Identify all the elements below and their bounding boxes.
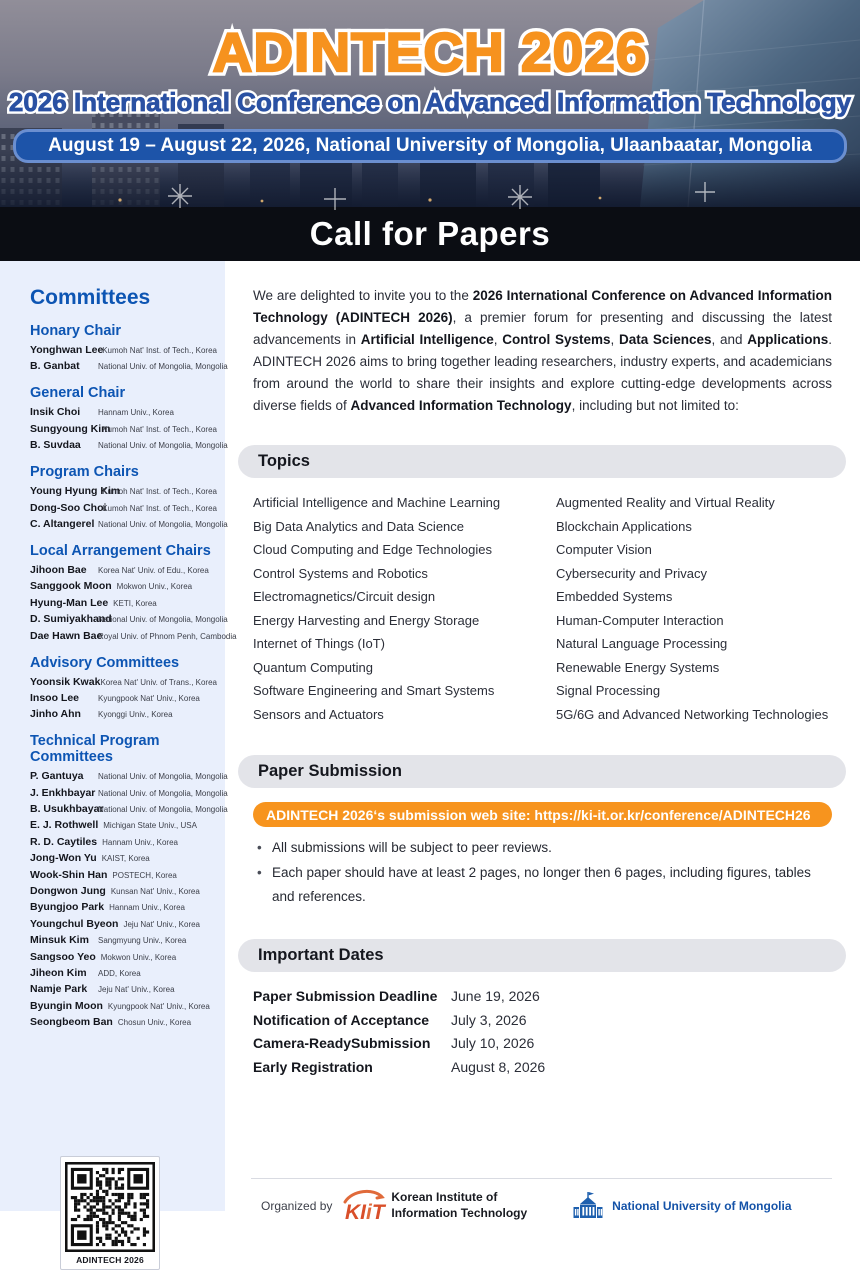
topic-item: Control Systems and Robotics [253,565,428,581]
topics-section [238,445,846,726]
important-date-row [253,985,832,1009]
member-name: Byungjoo Park [30,901,105,914]
intro-text-segment: , [493,332,503,347]
committee-member-row [30,819,217,831]
topic-item: Artificial Intelligence and Machine Learning [253,495,501,511]
important-date-row [253,1008,832,1032]
member-affiliation: Chosun Univ., Korea [117,1018,192,1028]
topic-item: Quantum Computing [253,659,373,675]
committee-member-row [30,517,228,530]
date-label: Paper Submission Deadline [253,988,438,1005]
committee-member-row [30,439,228,452]
committee-member-row [30,629,237,642]
member-affiliation: Royal Univ. of Phnom Penh, Cambodia [98,631,237,641]
topic-item: Big Data Analytics and Data Science [253,518,465,534]
committee-member-row [30,967,217,979]
intro-text-segment: . ADINTECH 2026 aims to bring together leading researchers, industry experts, and academicians from around the world to share their insights and explore cutting-edge developments across diverse fields of [253,332,832,413]
member-name: Young Hyung Kim [30,485,121,498]
member-name: B. Ganbat [30,360,80,373]
member-name: B. Usukhbayar [30,803,104,816]
member-affiliation: Kumoh Nat' Inst. of Tech., Korea [102,424,217,434]
committee-member-row [30,786,228,799]
member-name: J. Enkhbayar [30,786,96,799]
date-label: Camera-ReadySubmission [253,1035,431,1052]
member-name: Sungyoung Kim [30,422,111,435]
member-name: Sanggook Moon [30,580,112,593]
member-name: Dae Hawn Bae [30,629,103,642]
conference-subtitle: 2026 International Conference on Advanced Information Technology 2026 International Conference on Advanced Information Technology [9,86,851,119]
committee-group-title: Advisory Committees [30,654,180,671]
important-dates-header-label: Important Dates [258,945,384,964]
committee-member-row [30,613,228,626]
committee-group [30,464,228,530]
committee-member-row [30,951,217,963]
hero-banner [0,0,860,207]
committee-member-row [30,803,228,816]
content-area [0,261,860,1266]
member-name: Jong-Won Yu [30,852,97,865]
committee-member-row [30,692,217,704]
committee-group [30,733,228,1029]
committee-groups [30,323,237,1029]
member-affiliation: KETI, Korea [113,598,157,608]
member-name: Namje Park [30,983,88,996]
topic-item: Internet of Things (IoT) [253,636,385,652]
member-affiliation: Hannam Univ., Korea [102,837,178,847]
member-name: Byungin Moon [30,999,103,1012]
member-name: Dongwon Jung [30,885,106,898]
committee-member-row [30,1016,217,1028]
committee-group [30,323,228,373]
organizers-footer [251,1178,832,1224]
paper-submission-header-label: Paper Submission [258,762,402,780]
member-affiliation: Michigan State Univ., USA [103,821,197,831]
topic-item: Energy Harvesting and Energy Storage [253,612,480,628]
member-name: Hyung-Man Lee [30,596,109,609]
committee-member-row [30,852,217,864]
committee-group-title: General Chair [30,385,126,402]
topic-item: Natural Language Processing [556,636,728,652]
member-affiliation: Kumoh Nat' Inst. of Tech., Korea [102,346,217,355]
committee-member-row [30,423,217,435]
committee-member-row [30,918,217,930]
paper-submission-section [238,755,846,910]
topic-item: Embedded Systems [556,589,673,605]
topic-item: Computer Vision [556,542,652,558]
submission-note-text: All submissions will be subject to peer reviews. [272,840,552,855]
topics-header [238,445,846,478]
member-name: Sangsoo Yeo [30,950,96,963]
member-name: E. J. Rothwell [30,819,99,832]
member-name: Jiheon Kim [30,966,87,979]
committee-member-row [30,406,217,418]
important-dates-section [238,939,846,1079]
member-affiliation: Korea Nat' Univ. of Trans., Korea [100,677,217,687]
member-affiliation: Hannam Univ., Korea [109,903,185,913]
university-building-icon [573,1191,603,1220]
call-for-papers-bar [0,207,860,261]
qr-code-box [60,1156,160,1270]
date-value: July 10, 2026 [451,1035,535,1052]
committee-group [30,385,228,452]
committee-member-row [30,597,217,609]
date-value: July 3, 2026 [451,1011,527,1028]
important-dates-list [253,985,832,1079]
committee-member-row [30,1000,217,1012]
kiit-logo-icon [342,1188,384,1224]
committee-member-row [30,485,217,497]
member-name: Minsuk Kim [30,934,89,947]
date-label: Early Registration [253,1058,373,1075]
intro-text-segment: , and [711,332,748,347]
topic-item: Cybersecurity and Privacy [556,565,707,581]
committee-member-row [30,344,217,356]
member-name: B. Suvdaa [30,439,81,452]
committee-member-row [30,564,217,576]
committee-member-row [30,836,217,848]
member-affiliation: Kumoh Nat' Inst. of Tech., Korea [102,487,217,497]
topic-item: Cloud Computing and Edge Technologies [253,542,492,558]
intro-text-segment: , [610,332,619,347]
important-date-row [253,1032,832,1056]
topic-item: Human-Computer Interaction [556,612,724,628]
member-name: Insoo Lee [30,691,80,704]
member-name: Wook-Shin Han [30,868,108,881]
member-affiliation: Jeju Nat' Univ., Korea [98,985,175,995]
topic-item: Blockchain Applications [556,518,692,534]
committee-member-row [30,983,217,995]
member-name: Seongbeom Ban [30,1016,113,1029]
submission-note [257,861,832,910]
topics-header-label: Topics [258,452,310,470]
important-dates-header [238,939,846,972]
submission-note [257,836,832,861]
intro-paragraph [253,285,832,417]
member-affiliation: Hannam Univ., Korea [98,408,174,418]
topic-item: Sensors and Actuators [253,706,384,722]
organized-by-label: Organized by [261,1198,333,1213]
intro-text-segment: 2026 International Conference on Advanced Information Technology (ADINTECH 2026) [253,288,832,325]
committee-member-row [30,708,217,720]
member-affiliation: National Univ. of Mongolia, Mongolia [98,519,228,529]
member-affiliation: Kyonggi Univ., Korea [98,710,173,720]
svg-text:KIiT: KIiT [345,1200,386,1224]
member-affiliation: National Univ. of Mongolia, Mongolia [98,788,228,798]
topics-column-left [253,491,556,726]
topic-item: Software Engineering and Smart Systems [253,683,495,699]
committee-group-title: Program Chairs [30,464,139,481]
member-name: C. Altangerel [30,517,95,530]
committee-member-row [30,676,217,688]
intro-text-segment: , including but not limited to: [571,398,739,413]
member-name: Yonghwan Lee [30,344,104,356]
committee-group-title: Honary Chair [30,323,122,339]
call-for-papers-title: Call for Papers [309,215,551,252]
member-affiliation: ADD, Korea [98,968,141,978]
paper-submission-header [238,755,846,788]
committees-sidebar [0,261,237,1266]
committee-member-row [30,502,217,514]
submission-site-banner[interactable] [253,802,832,827]
committee-member-row [30,360,228,373]
intro-text-segment: Control Systems [502,332,611,347]
member-affiliation: Korea Nat' Univ. of Edu., Korea [98,565,209,575]
member-affiliation: POSTECH, Korea [112,870,177,880]
member-name: Yoonsik Kwak [30,675,101,688]
date-location-banner: August 19 – August 22, 2026, National University of Mongolia, Ulaanbaatar, Mongolia [13,129,847,163]
member-affiliation: Kyungpook Nat' Univ., Korea [107,1001,210,1011]
member-affiliation: Sangmyung Univ., Korea [98,936,187,946]
member-name: D. Sumiyakhand [30,613,112,626]
intro-text-segment: Artificial Intelligence [360,332,494,347]
submission-note-text: Each paper should have at least 2 pages, no longer then 6 pages, including figures, tables and references. [272,864,811,904]
bullet-icon: • [257,840,262,855]
member-name: P. Gantuya [30,770,84,783]
committee-member-row [30,934,217,946]
topic-item: Augmented Reality and Virtual Reality [556,495,775,511]
member-name: Insik Choi [30,406,81,419]
topic-item: 5G/6G and Advanced Networking Technologies [556,706,829,722]
committees-title: Committees [30,286,151,309]
member-affiliation: KAIST, Korea [101,854,150,864]
kiit-name [391,1190,527,1221]
member-name: Jihoon Bae [30,563,87,576]
committee-member-row [30,580,217,592]
date-label: Notification of Acceptance [253,1011,430,1028]
kiit-name-line2: Information Technology [391,1205,528,1220]
committee-member-row [30,885,217,897]
intro-text-segment: Data Sciences [618,332,712,347]
member-affiliation: National Univ. of Mongolia, Mongolia [98,615,228,625]
submission-site-link[interactable]: ADINTECH 2026‘s submission web site: https://ki-it.or.kr/conference/ADINTECH26 [266,806,811,823]
committee-group [30,655,217,721]
kiit-name-line1: Korean Institute of [391,1189,498,1204]
member-affiliation: National Univ. of Mongolia, Mongolia [98,441,228,451]
member-affiliation: National Univ. of Mongolia, Mongolia [98,805,228,815]
member-name: Jinho Ahn [30,708,81,721]
committee-member-row [30,869,217,881]
member-affiliation: Mokwon Univ., Korea [100,952,177,962]
qr-code-label: ADINTECH 2026 [76,1255,144,1266]
conference-title: ADINTECH 2026 ADINTECH 2026 [213,20,648,85]
member-name: R. D. Caytiles [30,835,98,848]
intro-text-segment: Advanced Information Technology [350,398,572,413]
topic-item: Electromagnetics/Circuit design [253,589,436,605]
intro-text-segment: We are delighted to invite you to the [253,288,473,303]
topics-column-right [556,491,828,726]
committee-group-title: Local Arrangement Chairs [30,542,211,559]
member-affiliation: National Univ. of Mongolia, Mongolia [98,772,228,782]
date-value: June 19, 2026 [451,988,540,1005]
member-name: Youngchul Byeon [30,917,119,930]
committee-member-row [30,901,217,913]
committee-group [30,542,237,642]
topic-item: Signal Processing [556,683,661,699]
bullet-icon: • [257,864,262,880]
member-affiliation: Jeju Nat' Univ., Korea [123,919,201,929]
member-affiliation: Kyungpook Nat' Univ., Korea [98,693,200,703]
date-value: August 8, 2026 [451,1058,546,1075]
qr-code [65,1162,155,1252]
committee-group-title: Technical Program Committees [30,733,160,766]
main-column [225,261,860,1224]
submission-notes [253,836,832,910]
topic-item: Renewable Energy Systems [556,659,720,675]
member-affiliation: Mokwon Univ., Korea [116,582,193,592]
important-date-row [253,1055,832,1079]
num-name: National University of Mongolia [612,1198,792,1213]
intro-text-segment: Applications [747,332,829,347]
member-affiliation: Kumoh Nat' Inst. of Tech., Korea [102,503,217,513]
intro-text-segment: , a premier forum for presenting and discussing the latest advancements in [253,310,832,347]
member-affiliation: National Univ. of Mongolia, Mongolia [98,362,228,372]
topics-list [253,491,832,726]
member-name: Dong-Soo Choi [30,501,107,514]
committee-member-row [30,770,228,783]
member-affiliation: Kunsan Nat' Univ., Korea [110,887,200,897]
